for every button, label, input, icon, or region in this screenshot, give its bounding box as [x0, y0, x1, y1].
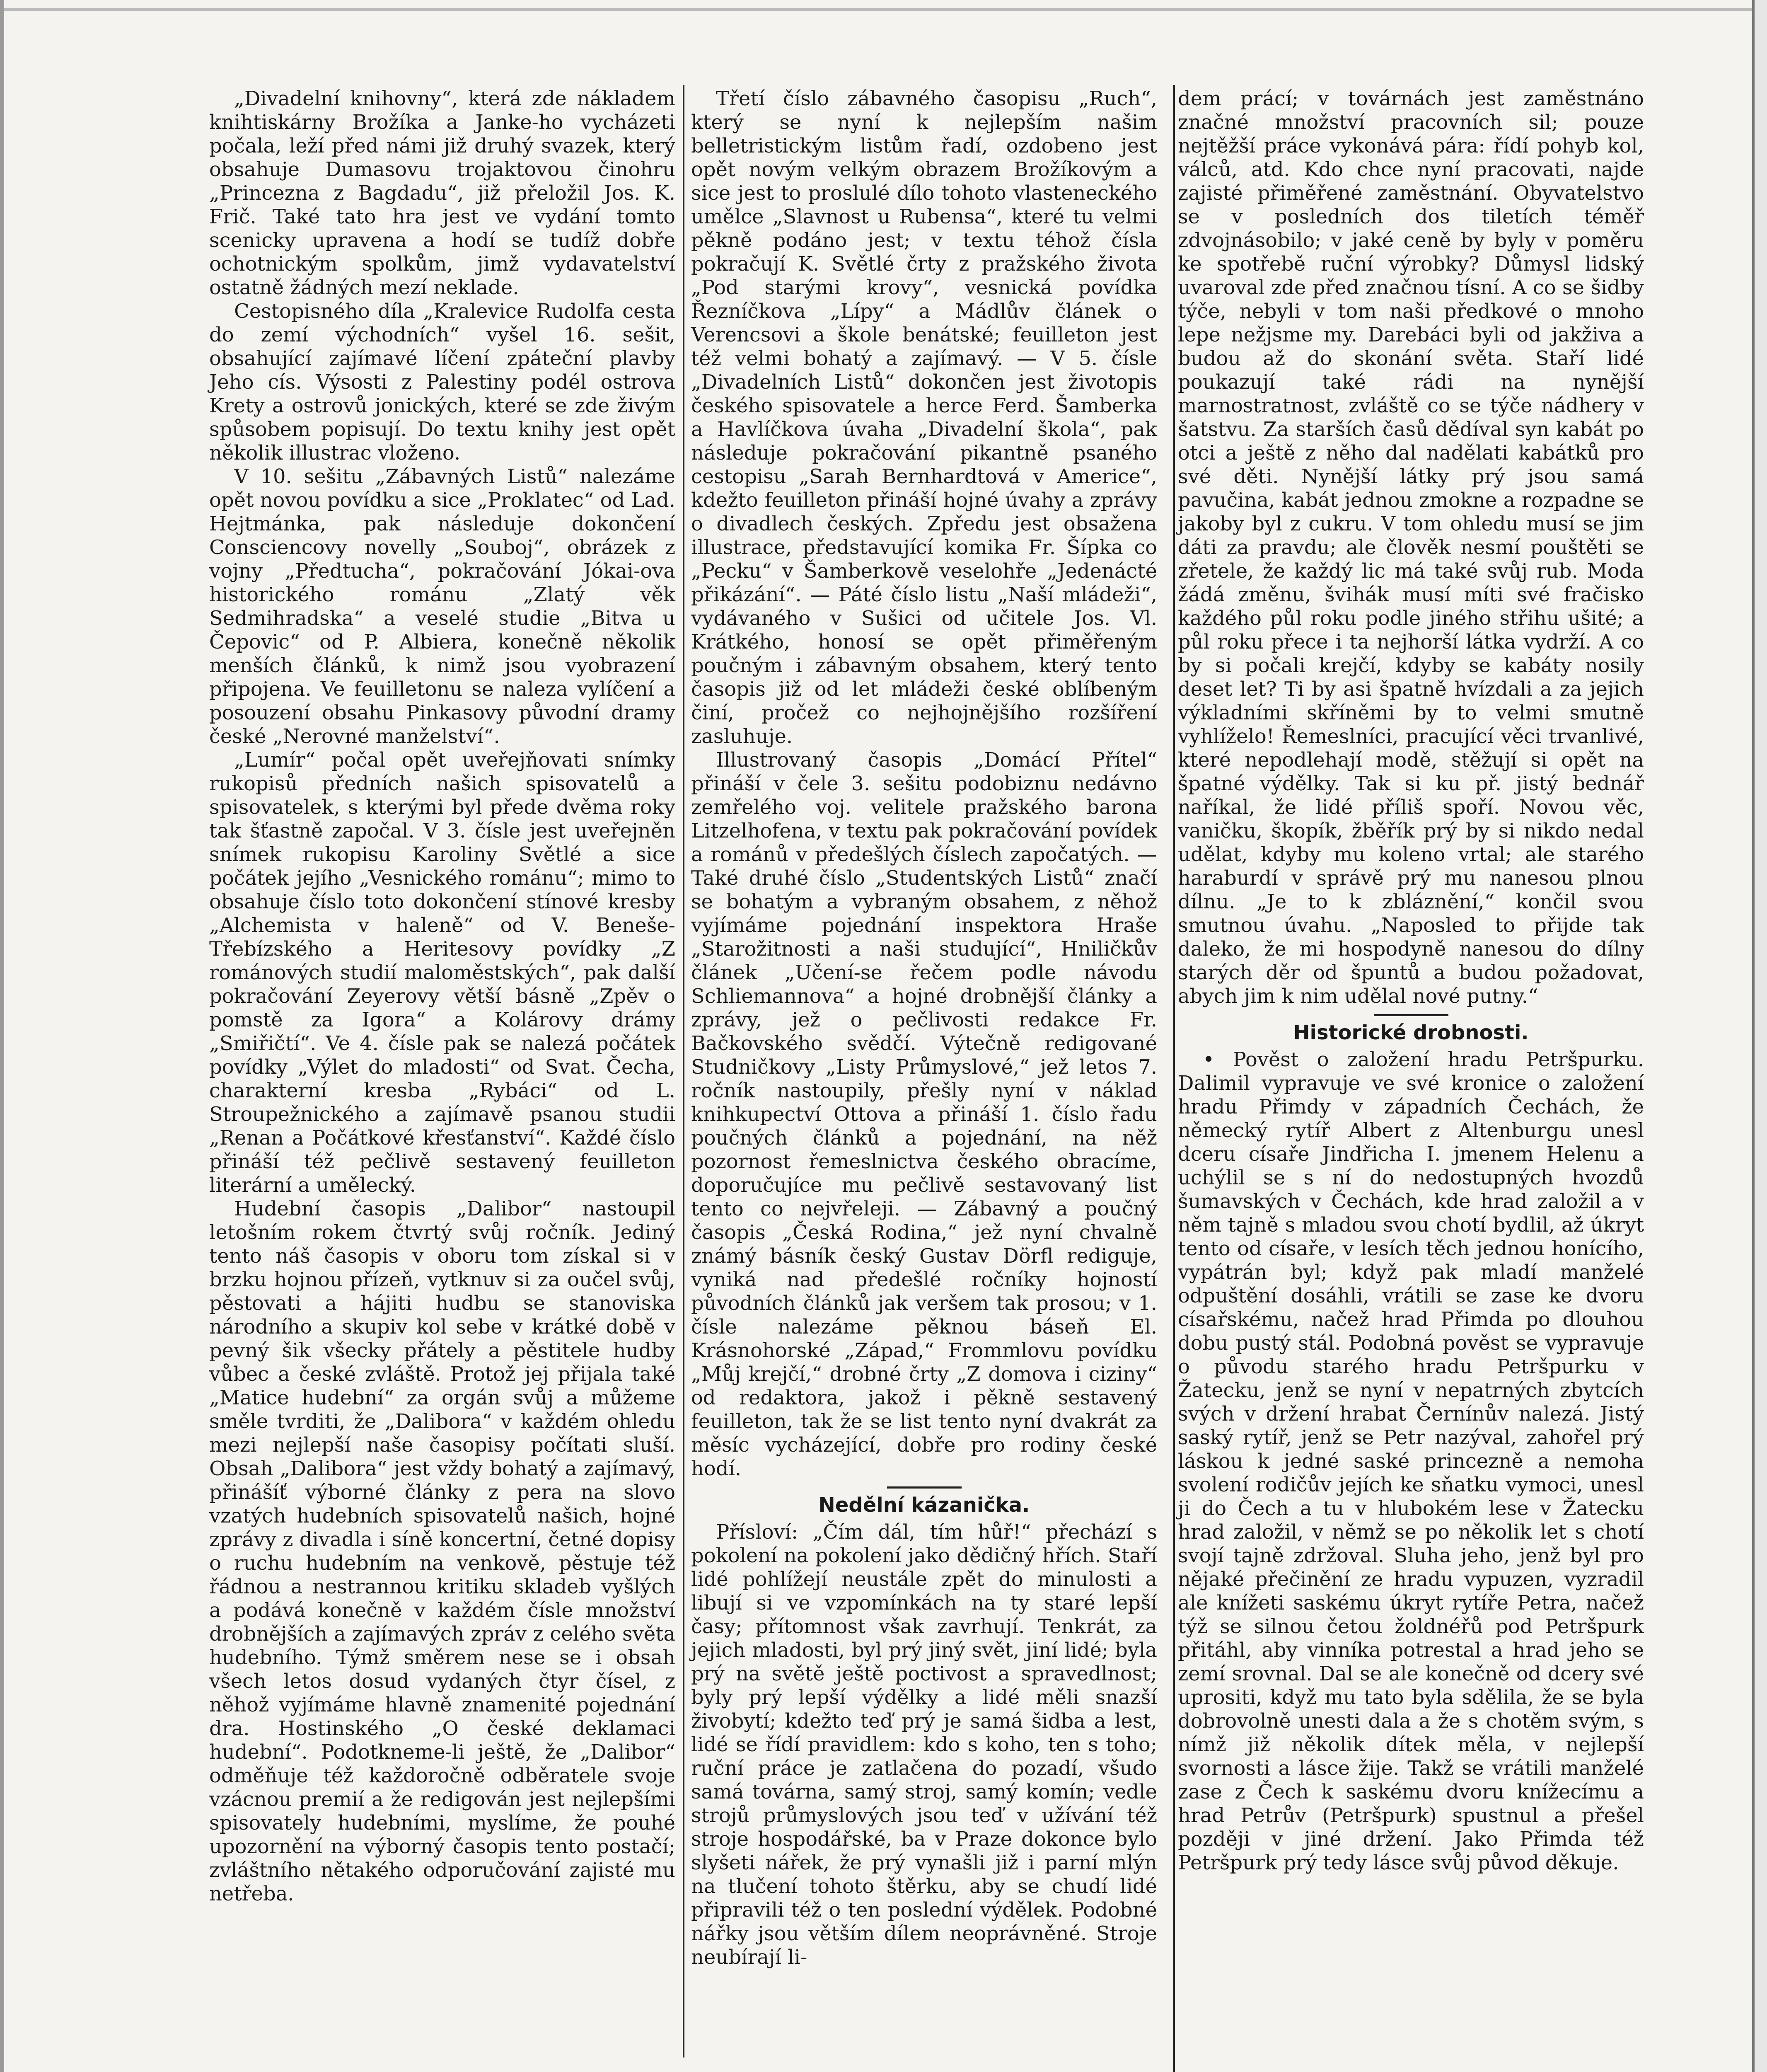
section-heading-history: Historické drobnosti.	[1293, 1021, 1529, 1044]
paragraph: „Divadelní knihovny“, která zde nákladem knihtiskárny Brožíka a Janke-ho vycházeti počala, leží před námi již druhý svazek, který obsahuje Dumasovu trojaktovou činohru „Princezna z Bagdadu“, již přeložil Jos. K. Frič. Také tato hra jest ve vydání tomto scenicky upravena a hodí se tudíž dobře ochotnickým spolkům, jimž vydavatelství ostatně žádných mezí neklade.	[209, 87, 675, 299]
column-rule-2	[1173, 85, 1175, 2072]
paragraph: Přísloví: „Čím dál, tím hůř!“ přechází s pokolení na pokolení jako dědičný hřích. Staří lidé pohlížejí neustále zpět do minulosti a libují si ve vzpomínkách na ty staré lepší časy; přítomnost však zavrhují. Tenkrát, za jejich mladosti, byl prý jiný svět, jiní lidé; byla prý na světě ještě poctivost a spravedlnost; byly prý lepší výdělky a lidé měli snazší živobytí; kdežto teď prý je samá šidba a lest, lidé se řídí pravidlem: kdo s koho, ten s toho; ruční práce je zatlačena do pozadí, všudo samá továrna, samý stroj, samý komín; vedle strojů průmyslových jsou teď v užívání též stroje hospodářské, ba v Praze dokonce bylo slyšeti nářek, že prý vynašli již i parní mlýn na tlučení tohoto štěrku, aby se chudí lidé připravili též o ten poslední výdělek. Podobné nářky jsou větším dílem neoprávněné. Stroje neubírají li-	[691, 1520, 1157, 1969]
paragraph: dem prácí; v továrnách jest zaměstnáno značné množství pracovních sil; pouze nejtěžší práce vykonává pára: řídí pohyb kol, válců, atd. Kdo chce nyní pracovati, najde zajisté přiměřené zaměstnání. Obyvatelstvo se v posledních dos tiletích téměř zdvojnásobilo; v jaké ceně by byly v poměru ke spotřebě ruční výrobky? Důmysl lidský uvaroval zde před značnou tísní. A co se šidby týče, nebyli v tom naši předkové o mnoho lepe nežjsme my. Darebáci byli od jakživa a budou až do skonání světa. Staří lidé poukazují také rádi na nynější marnostratnost, zvláště co se týče nádhery v šatstvu. Za starších časů dědíval syn kabát po otci a ještě z něho dal nadělati kabátků pro své děti. Nynější látky prý jsou samá pavučina, kabát jednou zmokne a rozpadne se jakoby byl z cukru. V tom ohledu musí se jim dáti za pravdu; ale člověk nesmí pouštěti se zřetele, že každý lic má také svůj rub. Moda žádá změnu, švihák musí míti své fračisko každého půl roku podle jiného střihu ušité; a půl roku přece i ta nejhorší látka vydrží. A co by si počali krejčí, kdyby se kabáty nosily deset let? Ti by asi špatně hvízdali a za jejich výkladními skříněmi by to velmi smutně vyhlíželo! Řemeslníci, pracující věci trvanlivé, které nepodlehají modě, stěžují si opět na špatné výdělky. Tak si ku př. jistý bednář naříkal, že lidé příliš spoří. Novou věc, vaničku, škopík, žběřík prý by si nikdo nedal udělat, kdyby mu koleno vrtal; ale starého haraburdí v správě prý mu nanesou plnou dílnu. „Je to k zbláznění,“ končil svou smutnou úvahu. „Naposled to přijde tak daleko, že mi hospodyně nanesou do dílny starých děr od špuntů a budou požadovat, abych jim k nim udělal nové putny.“	[1178, 87, 1644, 1008]
paragraph: Illustrovaný časopis „Domácí Přítel“ přináší v čele 3. sešitu podobiznu nedávno zemřelého voj. velitele pražského barona Litzelhofena, v textu pak pokračování povídek a románů v předešlých číslech započatých. — Také druhé číslo „Studentských Listů“ značí se bohatým a vybraným obsahem, z něhož vyjímáme pojednání inspektora Hraše „Starožitnosti a naši studující“, Hniličkův článek „Učení-se řečem podle návodu Schliemannova“ a hojné drobnější články a zprávy, jež o pečlivosti redakce Fr. Bačkovského svědčí. Výtečně redigované Studničkovy „Listy Průmyslové,“ jež letos 7. ročník nastoupily, přešly nyní v náklad knihkupectví Ottova a přináší 1. číslo řadu poučných článků a pojednání, na něž pozornost řemeslnictva českého obracíme, doporučujíce mu pečlivě sestavovaný list tento co nejvřeleji. — Zábavný a poučný časopis „Česká Rodina,“ jež nyní chvalně známý básník český Gustav Dörfl rediguje, vyniká nad předešlé ročníky hojností původních článků jak veršem tak prosou; v 1. čísle nalezáme pěknou báseň El. Krásnohorské „Západ,“ Frommlovu povídku „Můj krejčí,“ drobné črty „Z domova i ciziny“ od redaktora, jakož i pěkně sestavený feuilleton, tak že se list tento nyní dvakrát za měsíc vycházející, dobře pro rodiny české hodí.	[691, 748, 1157, 1480]
section-divider	[887, 1486, 962, 1489]
scan-edge-right	[1752, 0, 1767, 2072]
paragraph: • Pověst o založení hradu Petršpurku. Dalimil vypravuje ve své kronice o založení hradu Přimdy v západních Čechách, že německý rytíř Albert z Altenburgu unesl dceru císaře Jindřicha I. jmenem Helenu a uchýlil se s ní do nedostupných hvozdů šumavských v Čechách, kde hrad založil a v něm tajně s mladou svou chotí bydlil, až úkryt tento od císaře, v lesích těch jednou honícího, vypátrán byl; když pak mladí manželé odpuštění dosáhli, vrátili se zase ke dvoru císařskému, načež hrad Přimda po dlouhou dobu pustý stál. Podobná pověst se vypravuje o původu starého hradu Petršpurku v Žatecku, jenž se nyní v nepatrných zbytcích svých v držení hrabat Černínův nalezá. Jistý saský rytíř, jenž se Petr nazýval, zahořel prý láskou k jedné saské princezně a nemoha svolení rodičův jejích ke sňatku vymoci, unesl ji do Čech a tu v hlubokém lese v Žatecku hrad založil, v němž se po několik let s chotí svojí tajně zdržoval. Sluha jeho, jenž byl pro nějaké přečinění ze hradu vypuzen, vyzradil ale knížeti saskému úkryt rytíře Petra, načež týž se silnou četou žoldnéřů pod Petršpurk přitáhl, aby vinníka potrestal a hrad jeho se zemí srovnal. Dal se ale konečně od dcery své uprositi, když mu tato byla sdělila, že se byla dobrovolně unesti dala a že s chotěm svým, s nímž již několik dítek měla, v nejlepší svornosti a lásce žije. Takž se vrátili manželé zase z Čech k saskému dvoru knížecímu a hrad Petrův (Petršpurk) spustnul a přešel později v jiné držení. Jako Přimda též Petršpurk prý tedy lásce svůj původ děkuje.	[1178, 1048, 1644, 1874]
paragraph: „Lumír“ počal opět uveřejňovati snímky rukopisů předních našich spisovatelů a spisovatelek, s kterými byl přede dvěma roky tak šťastně započal. V 3. čísle jest uveřejněn snímek rukopisu Karoliny Světlé a sice počátek jejího „Vesnického románu“; mimo to obsahuje číslo toto dokončení stínové kresby „Alchemista v haleně“ od V. Beneše-Třebízského a Heritesovy povídky „Z románových studií maloměstských“, pak další pokračování Zeyerovy větší básně „Zpěv o pomstě za Igora“ a Kolárovy drámy „Smiřičtí“. Ve 4. čísle pak se nalezá počátek povídky „Výlet do mladosti“ od Svat. Čecha, charakterní kresba „Rybáci“ od L. Stroupežnického a zajímavě psanou studii „Renan a Počátkové křesťanství“. Každé číslo přináší též pečlivě sestavený feuilleton literární a umělecký.	[209, 748, 675, 1197]
section-divider	[1374, 1014, 1448, 1016]
column-1	[209, 87, 675, 1906]
column-rule-1	[683, 85, 684, 2057]
column-3	[1178, 87, 1644, 1875]
paragraph: V 10. sešitu „Zábavných Listů“ nalezáme opět novou povídku a sice „Proklatec“ od Lad. Hejtmánka, pak následuje dokončení Consciencovy novelly „Souboj“, obrázek z vojny „Předtucha“, pokračování Jókai-ova historického románu „Zlatý věk Sedmihradska“ a veselé studie „Bitva u Čepovic“ od P. Albiera, konečně několik menších článků, k nimž jsou vyobrazení připojena. Ve feuilletonu se naleza vylíčení a posouzení obsahu Pinkasovy původní dramy české „Nerovné manželství“.	[209, 465, 675, 748]
scan-edge-top	[0, 8, 1767, 11]
paragraph: Hudební časopis „Dalibor“ nastoupil letošním rokem čtvrtý svůj ročník. Jediný tento náš časopis v oboru tom získal si v brzku hojnou přízeň, vytknuv si za oučel svůj, pěstovati a hájiti hudbu se stanoviska národního a skupiv kol sebe v krátké době v pevný šik všecky přátely a pěstitele hudby vůbec a české zvláště. Protož jej přijala také „Matice hudební“ za orgán svůj a můžeme směle tvrditi, že „Dalibora“ v každém ohledu mezi nejlepší naše časopisy počítati sluší. Obsah „Dalibora“ jest vždy bohatý a zajímavý, přinášíť výborné články z pera na slovo vzatých hudebních spisovatelů našich, hojné zprávy z divadla i síně koncertní, četné dopisy o ruchu hudebním na venkově, pěstuje též řádnou a nestrannou kritiku skladeb vyšlých a podává konečně v každém čísle množství drobnějších a zajímavých zpráv z celého světa hudebního. Týmž směrem nese se i obsah všech letos dosud vydaných čtyr čísel, z něhož vyjímáme hlavně znamenité pojednání dra. Hostinského „O české deklamaci hudební“. Podotkneme-li ještě, že „Dalibor“ odměňuje též každoročně odběratele svoje vzácnou premií a že redigován jest nejlepšími spisovately hudebními, myslíme, že pouhé upozornění na výborný časopis tento postačí; zvláštního nětakého odporučování zajisté mu netřeba.	[209, 1197, 675, 1905]
paragraph: Cestopisného díla „Kralevice Rudolfa cesta do zemí východních“ vyšel 16. sešit, obsahující zajímavé líčení zpáteční plavby Jeho cís. Výsosti z Palestiny podél ostrova Krety a ostrovů jonických, které se zde živým spůsobem popisují. Do textu knihy jest opět několik illustrac vloženo.	[209, 300, 675, 465]
section-heading-sermon: Nedělní kázanička.	[818, 1493, 1030, 1517]
column-2	[691, 87, 1157, 1969]
paragraph: Třetí číslo zábavného časopisu „Ruch“, který se nyní k nejlepším našim belletristickým listům řadí, ozdobeno jest opět novým velkým obrazem Brožíkovým a sice jest to proslulé dílo tohoto vlasteneckého umělce „Slavnost u Rubensa“, které tu velmi pěkně podáno jest; v textu téhož čísla pokračují K. Světlé črty z pražského života „Pod starými krovy“, vesnická povídka Řezníčkova „Lípy“ a Mádlův článek o Verencsovi a škole benátské; feuilleton jest též velmi bohatý a zajímavý. — V 5. čísle „Divadelních Listů“ dokončen jest životopis českého spisovatele a herce Ferd. Šamberka a Havlíčkova úvaha „Divadelní škola“, pak následuje pokračování pikantně psaného cestopisu „Sarah Bernhardtová v Americe“, kdežto feuilleton přináší hojné úvahy a zprávy o divadlech českých. Zpředu jest obsažena illustrace, představující komika Fr. Šípka co „Pecku“ v Šamberkově veselohře „Jedenácté přikázání“. — Páté číslo listu „Naší mládeži“, vydávaného v Sušici od učitele Jos. Vl. Krátkého, honosí se opět přiměřeným poučným i zábavným obsahem, který tento časopis již od let mládeži české oblíbeným činí, pročež co nejhojnějšího rozšíření zasluhuje.	[691, 87, 1157, 748]
scan-edge-left	[0, 0, 4, 2072]
